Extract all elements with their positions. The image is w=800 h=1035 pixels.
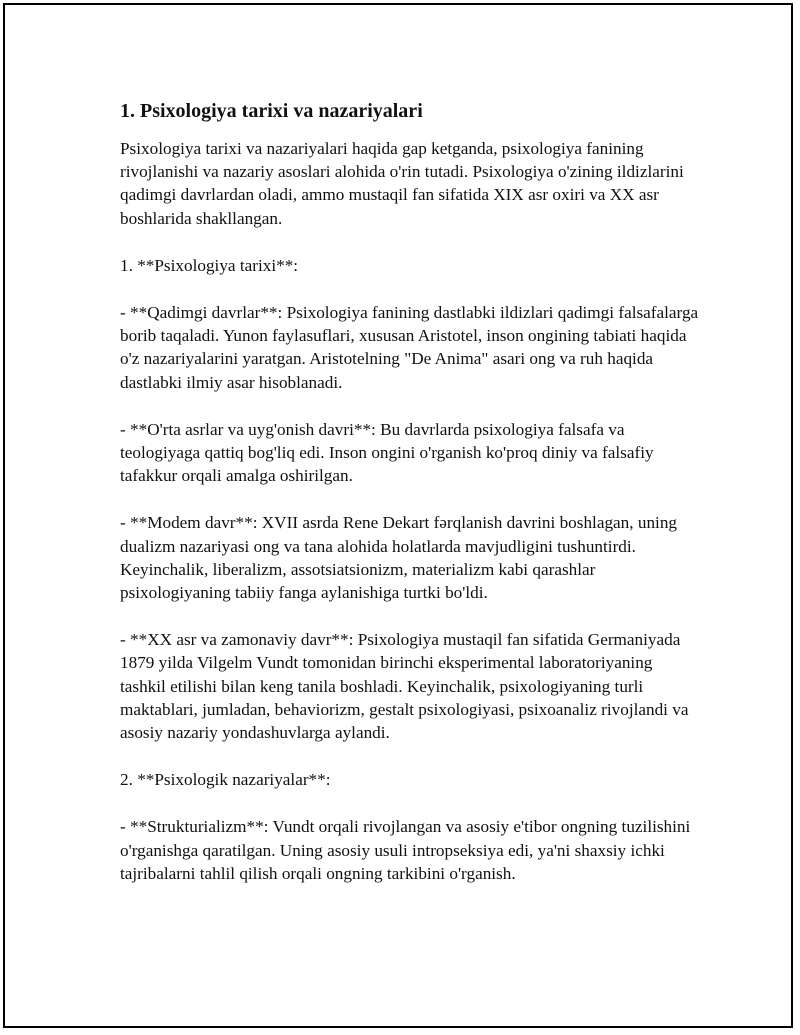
document-page: [3, 3, 793, 1028]
intro-paragraph: Psixologiya tarixi va nazariyalari haqida gap ketganda, psixologiya fanining rivojlanishi va nazariy asoslari alohida o'rin tutadi. Psixologiya o'zining ildizlarini qadimgi davrlardan oladi, ammo mustaqil fan sifatida XIX asr oxiri va XX asr boshlarida shakllangan.: [120, 139, 684, 228]
list-heading-history: 1. **Psixologiya tarixi**:: [120, 255, 299, 275]
section-heading: 1. Psixologiya tarixi va nazariyalari: [120, 100, 423, 122]
list-item-ancient: - **Qadimgi davrlar**: Psixologiya fanining dastlabki ildizlari qadimgi falsafalarga borib taqaladi. Yunon faylasuflari, xususan Aristotel, inson ongining tabiati haqida o'z nazariyalarini yaratgan. Aristotelning "De Anima" asari ong va ruh haqida dastlabki ilmiy asar hisoblanadi.: [120, 303, 699, 392]
list-item-modern: - **Modem davr**: XVII asrda Rene Dekart fərqlanish davrini boshlagan, uning dualizm nazariyasi ong va tana alohida holatlarda mavjudligini tushuntirdi. Keyinchalik, liberalizm, assotsiatsionizm, materializm kabi qarashlar psixologiyaning tabiiy fanga aylanishiga turtki bo'ldi.: [120, 513, 678, 603]
document-body: [120, 97, 700, 909]
list-item-20th-century: - **XX asr va zamonaviy davr**: Psixologiya mustaqil fan sifatida Germaniyada 1879 yilda Vilgelm Vundt tomonidan birinchi eksperimental laboratoriyaning tashkil etilishi bilan keng tanila boshladi. Keyinchalik, psixologiyaning turli maktablari, jumladan, behaviorizm, gestalt psixologiyasi, psixoanaliz rivojlandi va asosiy nazariy yondashuvlarga aylandi.: [120, 630, 689, 743]
list-item-structuralism: - **Strukturializm**: Vundt orqali rivojlangan va asosiy e'tibor ongning tuzilishini o'rganishga qaratilgan. Uning asosiy usuli intropseksiya edi, ya'ni shaxsiy ichki tajribalarni tahlil qilish orqali ongning tarkibini o'rganish.: [120, 817, 691, 883]
list-heading-theories: 2. **Psixologik nazariyalar**:: [120, 770, 331, 790]
list-item-medieval: - **O'rta asrlar va uyg'onish davri**: Bu davrlarda psixologiya falsafa va teologiyaga qattiq bog'liq edi. Inson ongini o'rganish ko'proq diniy va falsafiy tafakkur orqali amalga oshirilgan.: [120, 419, 654, 486]
